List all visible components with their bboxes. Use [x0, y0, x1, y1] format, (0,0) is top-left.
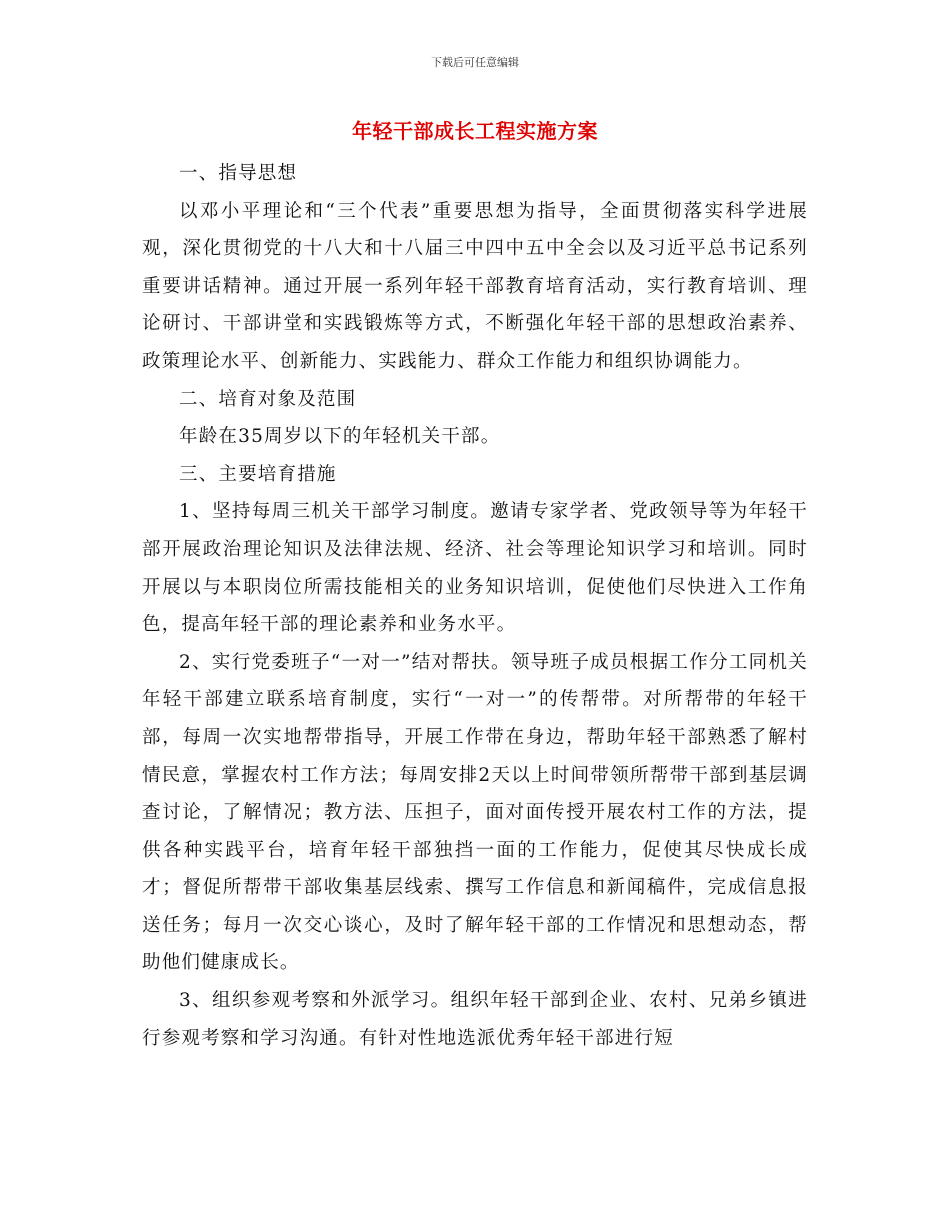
paragraph-measure-3: 3、组织参观考察和外派学习。组织年轻干部到企业、农村、兄弟乡镇进行参观考察和学习沟通。有针对性地选派优秀年轻干部进行短: [142, 990, 808, 1049]
paragraph-measure-2: 2、实行党委班子“一对一”结对帮扶。领导班子成员根据工作分工同机关年轻干部建立联系培育制度，实行“一对一”的传帮带。对所帮带的年轻干部，每周一次实地帮带指导，开展工作带在身边，帮助年轻干部熟悉了解村情民意，掌握农村工作方法；每周安排2天以上时间带领所帮带干部到基层调查讨论，了解情况；教方法、压担子，面对面传授开展农村工作的方法，提供各种实践平台，培育年轻干部独挡一面的工作能力，促使其尽快成长成才；督促所帮带干部收集基层线索、撰写工作信息和新闻稿件，完成信息报送任务；每月一次交心谈心，及时了解年轻干部的工作情况和思想动态，帮助他们健康成长。: [142, 651, 808, 974]
section-heading-measures: 三、主要培育措施: [179, 463, 337, 485]
document-body: [142, 155, 808, 1057]
paragraph-measure-1: 1、坚持每周三机关干部学习制度。邀请专家学者、党政领导等为年轻干部开展政治理论知识及法律法规、经济、社会等理论知识学习和培训。同时开展以与本职岗位所需技能相关的业务知识培训，促使他们尽快进入工作角色，提高年轻干部的理论素养和业务水平。: [142, 501, 808, 636]
header-note: 下载后可任意编辑: [431, 56, 519, 69]
document-title: 年轻干部成长工程实施方案: [352, 119, 598, 143]
section-heading-target-scope: 二、培育对象及范围: [179, 388, 357, 410]
paragraph-target-scope: 年龄在35周岁以下的年轻机关干部。: [179, 426, 501, 448]
paragraph-guiding-thought: 以邓小平理论和“三个代表”重要思想为指导，全面贯彻落实科学进展观，深化贯彻党的十八大和十八届三中四中五中全会以及习近平总书记系列重要讲话精神。通过开展一系列年轻干部教育培育活动，实行教育培训、理论研讨、干部讲堂和实践锻炼等方式，不断强化年轻干部的思想政治素养、政策理论水平、创新能力、实践能力、群众工作能力和组织协调能力。: [142, 200, 808, 372]
section-heading-guiding-thought: 一、指导思想: [179, 163, 298, 184]
